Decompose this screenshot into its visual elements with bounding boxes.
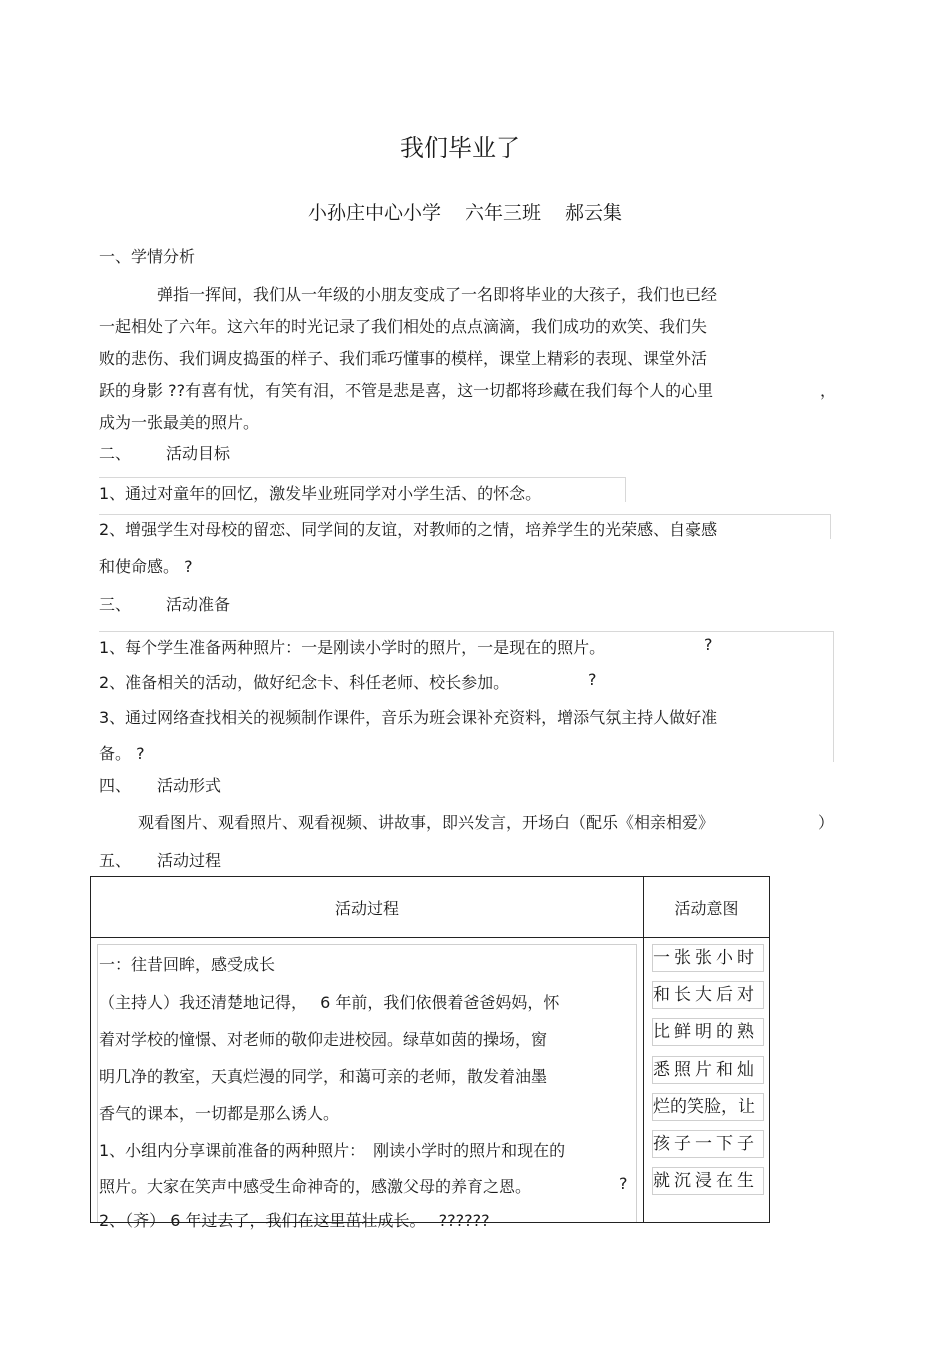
sec3-item-4: 备。 ? [99,744,145,763]
class-name: 六年三班 [464,202,541,224]
process-line-5: 香气的课本，一切都是那么诱人。 [99,1104,340,1123]
section-3-label: 活动准备 [166,595,231,614]
process-line-3: 着对学校的憧憬、对老师的敬仰走进校园。绿草如茵的操场，窗 [99,1030,548,1049]
author-name: 郝云集 [565,202,623,224]
process-cell [91,938,644,1230]
process-line-6: 1、小组内分享课前准备的两种照片： 刚读小学时的照片和现在的 [99,1141,566,1160]
subtitle [0,198,930,225]
sec4-close: ） [818,813,835,832]
section-4-label: 活动形式 [157,776,222,795]
process-line-7: 照片。大家在笑声中感受生命神奇的，感激父母的养育之恩。 [99,1177,532,1196]
process-line-1: 一：往昔回眸，感受成长 [99,955,276,974]
sec3-item-3: 3、通过网络查找相关的视频制作课件，音乐为班会课补充资料，增添气氛主持人做好准 [99,708,718,727]
process-line-8: 2、（齐） 6 年过去了，我们在这里茁壮成长。 ?????? [99,1211,490,1230]
school-name: 小孙庄中心小学 [307,202,441,224]
sec1-line-3: 败的悲伤、我们调皮捣蛋的样子、我们乖巧懂事的模样，课堂上精彩的表现、课堂外活 [99,349,708,368]
section-1-heading: 一、学情分析 [99,247,196,266]
sec2-item-2: 2、增强学生对母校的留恋、同学间的友谊，对教师的之情，培养学生的光荣感、自豪感 [99,520,718,539]
sec1-line-4: 跃的身影 ??有喜有忧，有笑有泪，不管是悲是喜，这一切都将珍藏在我们每个人的心里 [99,381,714,400]
sec2-item-3: 和使命感。 ? [99,557,193,576]
sec1-line-1: 弹指一挥间，我们从一年级的小朋友变成了一名即将毕业的大孩子，我们也已经 [157,285,718,304]
sec1-line-5: 成为一张最美的照片。 [99,413,260,432]
sec3-mark-1: ? [704,635,713,654]
sec2-item-1: 1、通过对童年的回忆，激发毕业班同学对小学生活、的怀念。 [99,484,542,503]
intent-line-3: 比鲜明的熟 [652,1018,764,1046]
section-2-number: 二、 [99,444,132,463]
header-intent: 活动意图 [644,877,770,938]
header-process: 活动过程 [91,877,644,938]
intent-line-4: 悉照片和灿 [652,1056,764,1084]
sec1-line-2: 一起相处了六年。这六年的时光记录了我们相处的点点滴滴，我们成功的欢笑、我们失 [99,317,708,336]
sec3-item-2: 2、准备相关的活动，做好纪念卡、科任老师、校长参加。 [99,673,510,692]
section-5-number: 五、 [99,851,132,870]
sec1-comma: ， [820,381,837,400]
section-5-label: 活动过程 [157,851,222,870]
intent-line-2: 和长大后对 [652,981,764,1009]
intent-line-1: 一张张小时 [652,944,764,972]
section-4-number: 四、 [99,776,132,795]
intent-line-7: 就沉浸在生 [652,1167,764,1195]
process-table [90,876,770,1230]
intent-line-5: 烂的笑脸，让 [652,1093,764,1121]
sec3-item-1: 1、每个学生准备两种照片：一是刚读小学时的照片，一是现在的照片。 [99,638,606,657]
section-2-label: 活动目标 [166,444,231,463]
section-3-number: 三、 [99,595,132,614]
page-title: 我们毕业了 [400,134,520,162]
process-line-2: （主持人）我还清楚地记得， 6 年前，我们依偎着爸爸妈妈，怀 [99,993,560,1012]
intent-cell [644,938,770,1223]
intent-line-6: 孩子一下子 [652,1130,764,1158]
sec4-text: 观看图片、观看照片、观看视频、讲故事，即兴发言，开场白（配乐《相亲相爱》 [138,813,715,832]
process-line-4: 明几净的教室，天真烂漫的同学，和蔼可亲的老师，散发着油墨 [99,1067,548,1086]
sec3-mark-2: ? [588,670,597,689]
process-mark: ? [619,1174,628,1193]
